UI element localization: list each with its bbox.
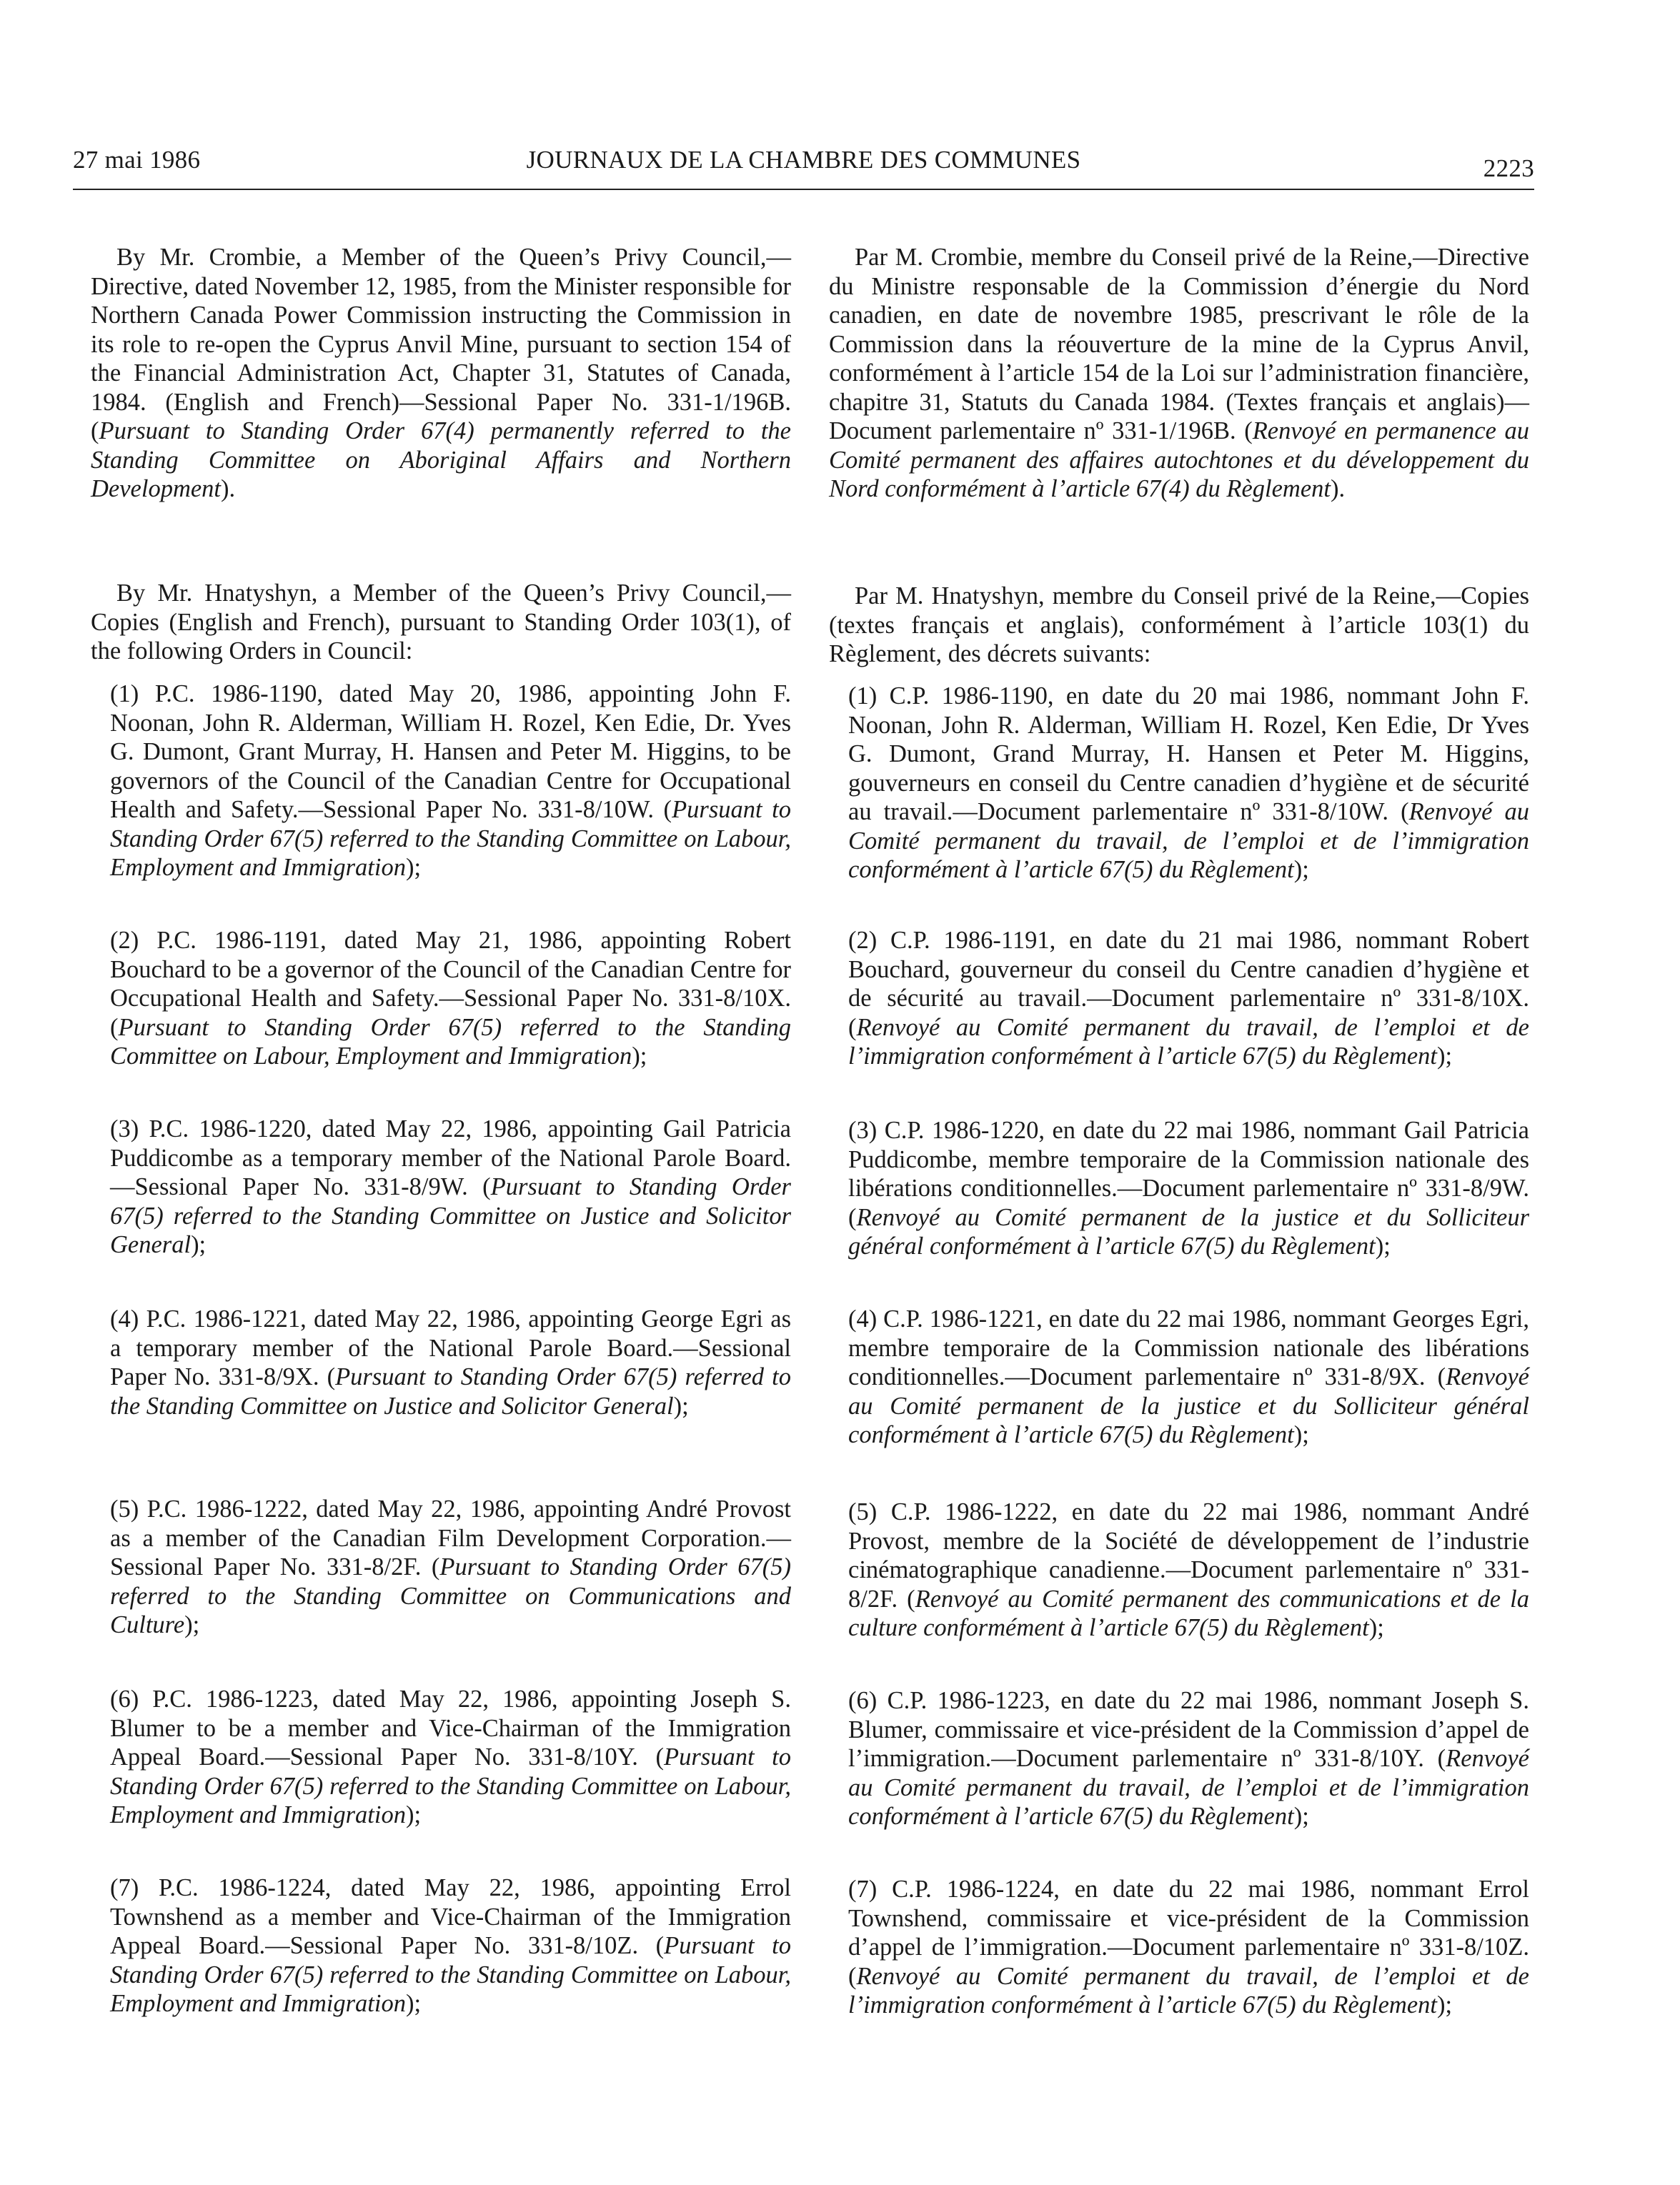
order-7-en: (7) P.C. 1986-1224, dated May 22, 1986, appointing Errol Townshend as a member and Vice-Chairman of the Immigration Appeal Board.—Sessional Paper No. 331-8/10Z. (Pursuant to Standing Order 67(5) referred to the Standing Committee on Labour, Employment and Immigration);: [110, 1874, 791, 2017]
order-5-fr: (5) C.P. 1986-1222, en date du 22 mai 1986, nommant André Provost, membre de la Société de développement de l’industrie cinématographique canadienne.—Document parlementaire nº 331-8/2F. (Renvoyé au Comité permanent des communications et de la culture conformément à l’article 67(5) du Règlement);: [848, 1498, 1529, 1641]
order-5-en: (5) P.C. 1986-1222, dated May 22, 1986, appointing André Provost as a member of the Canadian Film Development Corporation.—Sessional Paper No. 331-8/2F. (Pursuant to Standing Order 67(5) referred to the Standing Committee on Communications and Culture);: [110, 1495, 791, 1638]
order-3-fr: (3) C.P. 1986-1220, en date du 22 mai 1986, nommant Gail Patricia Puddicombe, membre temporaire de la Commission nationale des libérations conditionnelles.—Document parlementaire nº 331-8/9W. (Renvoyé au Comité permanent de la justice et du Solliciteur général conformément à l’article 67(5) du Règlement);: [848, 1117, 1529, 1260]
order-2-fr: (2) C.P. 1986-1191, en date du 21 mai 1986, nommant Robert Bouchard, gouverneur du conseil du Centre canadien d’hygiène et de sécurité au travail.—Document parlementaire nº 331-8/10X. (Renvoyé au Comité permanent du travail, de l’emploi et de l’immigration conformément à l’article 67(5) du Règlement);: [848, 927, 1529, 1070]
header-title: JOURNAUX DE LA CHAMBRE DES COMMUNES: [526, 146, 1081, 174]
order-6-fr: (6) C.P. 1986-1223, en date du 22 mai 1986, nommant Joseph S. Blumer, commissaire et vice-président de la Commission d’appel de l’immigration.—Document parlementaire nº 331-8/10Y. (Renvoyé au Comité permanent du travail, de l’emploi et de l’immigration conformément à l’article 67(5) du Règlement);: [848, 1687, 1529, 1830]
order-1-en: (1) P.C. 1986-1190, dated May 20, 1986, appointing John F. Noonan, John R. Alderman, William H. Rozel, Ken Edie, Dr. Yves G. Dumont, Grant Murray, H. Hansen and Peter M. Higgins, to be governors of the Council of the Canadian Centre for Occupational Health and Safety.—Sessional Paper No. 331-8/10W. (Pursuant to Standing Order 67(5) referred to the Standing Committee on Labour, Employment and Immigration);: [110, 680, 791, 881]
page-number: 2223: [1483, 154, 1534, 182]
page-header: [73, 146, 1534, 190]
entry-hnatyshyn-fr: Par M. Hnatyshyn, membre du Conseil privé de la Reine,—Copies (textes français et anglais), conformément à l’article 103(1) du Règlement, des décrets suivants:: [829, 582, 1529, 667]
order-3-en: (3) P.C. 1986-1220, dated May 22, 1986, appointing Gail Patricia Puddicombe as a temporary member of the National Parole Board.—Sessional Paper No. 331-8/9W. (Pursuant to Standing Order 67(5) referred to the Standing Committee on Justice and Solicitor General);: [110, 1115, 791, 1258]
order-7-fr: (7) C.P. 1986-1224, en date du 22 mai 1986, nommant Errol Townshend, commissaire et vice-président de la Commission d’appel de l’immigration.—Document parlementaire nº 331-8/10Z. (Renvoyé au Comité permanent du travail, de l’emploi et de l’immigration conformément à l’article 67(5) du Règlement);: [848, 1876, 1529, 2019]
order-4-en: (4) P.C. 1986-1221, dated May 22, 1986, appointing George Egri as a temporary member of the National Parole Board.—Sessional Paper No. 331-8/9X. (Pursuant to Standing Order 67(5) referred to the Standing Committee on Justice and Solicitor General);: [110, 1305, 791, 1420]
entry-hnatyshyn-en: By Mr. Hnatyshyn, a Member of the Queen’s Privy Council,—Copies (English and French), pursuant to Standing Order 103(1), of the following Orders in Council:: [91, 579, 791, 665]
entry-crombie-en: By Mr. Crombie, a Member of the Queen’s Privy Council,—Directive, dated November 12, 1985, from the Minister responsible for Northern Canada Power Commission instructing the Commission in its role to re-open the Cyprus Anvil Mine, pursuant to section 154 of the Financial Administration Act, Chapter 31, Statutes of Canada, 1984. (English and French)—Sessional Paper No. 331-1/196B. (Pursuant to Standing Order 67(4) permanently referred to the Standing Committee on Aboriginal Affairs and Northern Development).: [91, 244, 791, 502]
order-4-fr: (4) C.P. 1986-1221, en date du 22 mai 1986, nommant Georges Egri, membre temporaire de la Commission nationale des libérations conditionnelles.—Document parlementaire nº 331-8/9X. (Renvoyé au Comité permanent de la justice et du Solliciteur général conformément à l’article 67(5) du Règlement);: [848, 1305, 1529, 1448]
entry-crombie-fr: Par M. Crombie, membre du Conseil privé de la Reine,—Directive du Ministre responsable de la Commission d’énergie du Nord canadien, en date de novembre 1985, prescrivant le rôle de la Commission dans la réouverture de la mine de la Cyprus Anvil, conformément à l’article 154 de la Loi sur l’administration financière, chapitre 31, Statuts du Canada 1984. (Textes français et anglais)—Document parlementaire nº 331-1/196B. (Renvoyé en permanence au Comité permanent des affaires autochtones et du développement du Nord conformément à l’article 67(4) du Règlement).: [829, 244, 1529, 502]
order-6-en: (6) P.C. 1986-1223, dated May 22, 1986, appointing Joseph S. Blumer to be a member and Vice-Chairman of the Immigration Appeal Board.—Sessional Paper No. 331-8/10Y. (Pursuant to Standing Order 67(5) referred to the Standing Committee on Labour, Employment and Immigration);: [110, 1686, 791, 1828]
header-date: 27 mai 1986: [73, 146, 201, 174]
order-2-en: (2) P.C. 1986-1191, dated May 21, 1986, appointing Robert Bouchard to be a governor of the Council of the Canadian Centre for Occupational Health and Safety.—Sessional Paper No. 331-8/10X. (Pursuant to Standing Order 67(5) referred to the Standing Committee on Labour, Employment and Immigration);: [110, 927, 791, 1070]
order-1-fr: (1) C.P. 1986-1190, en date du 20 mai 1986, nommant John F. Noonan, John R. Alderman, William H. Rozel, Ken Edie, Dr Yves G. Dumont, Grand Murray, H. Hansen et Peter M. Higgins, gouverneurs en conseil du Centre canadien d’hygiène et de sécurité au travail.—Document parlementaire nº 331-8/10W. (Renvoyé au Comité permanent du travail, de l’emploi et de l’immigration conformément à l’article 67(5) du Règlement);: [848, 682, 1529, 883]
